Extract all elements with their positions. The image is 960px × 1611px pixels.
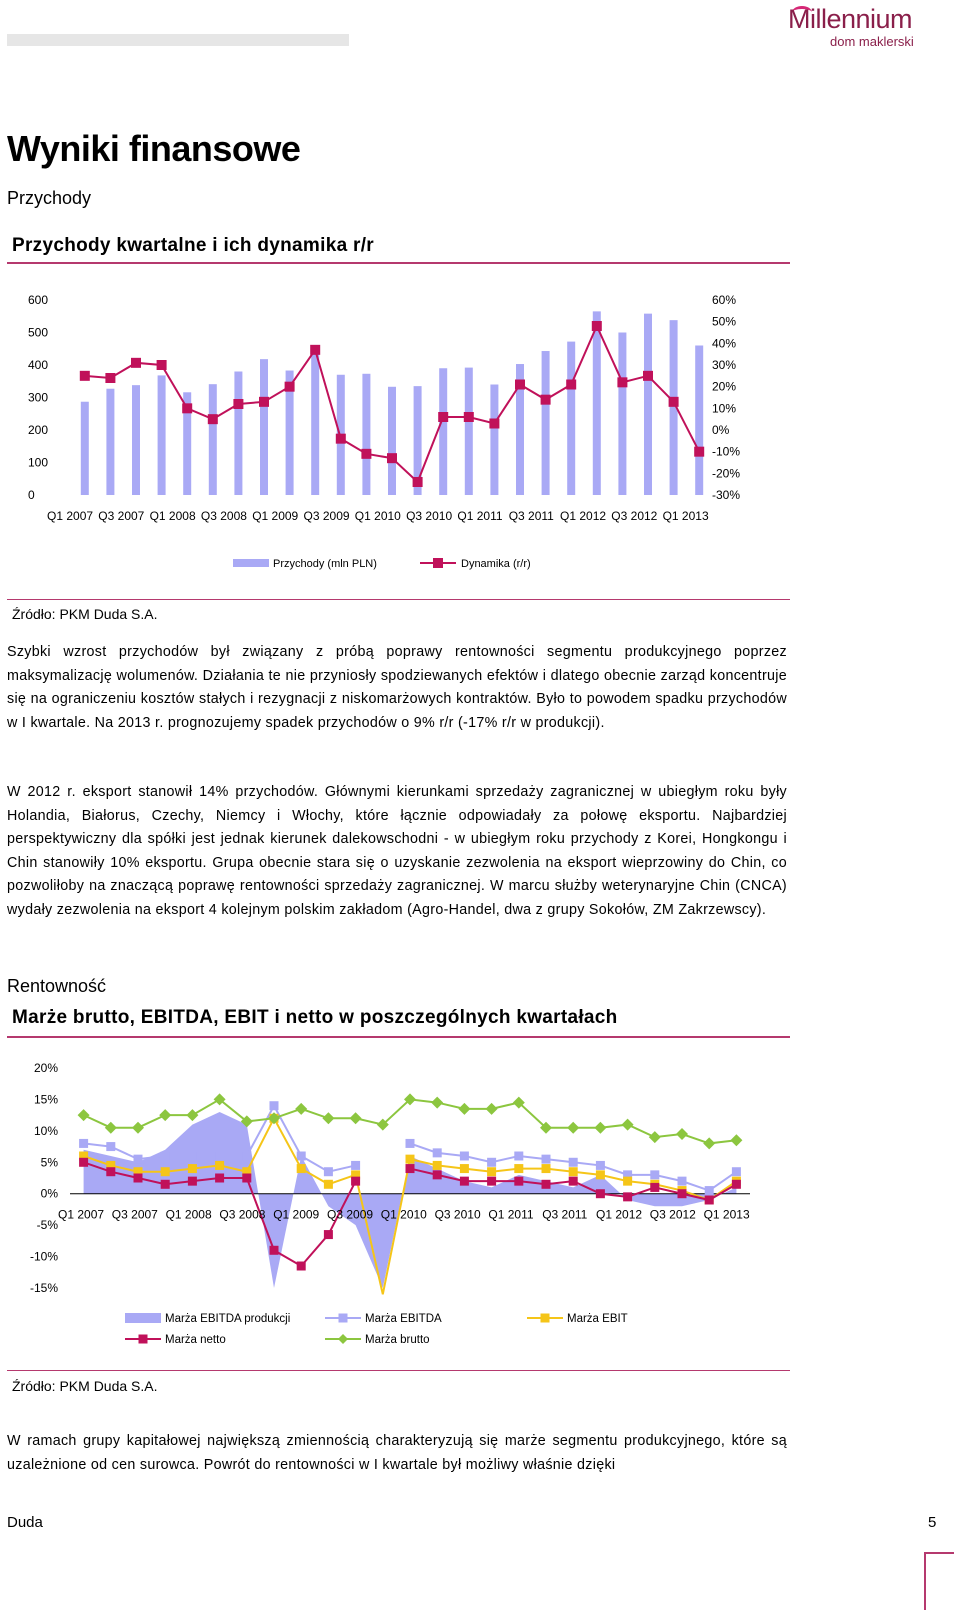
gross-marker [105,1122,117,1134]
revenue-bar [158,375,166,495]
x-tick-label: Q3 2012 [649,1207,696,1222]
ebit-marker [596,1170,605,1179]
x-tick-label: Q1 2010 [354,509,401,523]
revenue-bar [234,372,242,496]
y-right-tick: 10% [712,401,737,416]
chart1-source: Źródło: PKM Duda S.A. [12,606,158,622]
ebit-marker [460,1164,469,1173]
ebit-marker [487,1167,496,1176]
dynamics-marker [285,382,295,392]
legend-marker [541,1314,550,1323]
net-marker [569,1177,578,1186]
dynamics-marker [592,321,602,331]
gross-marker [622,1119,634,1131]
legend-bar-label: Przychody (mln PLN) [273,558,377,570]
legend-bar-swatch [233,559,269,567]
ebitda-marker [542,1155,551,1164]
ebit-marker [324,1180,333,1189]
legend-label: Marża brutto [365,1334,430,1346]
ebitda-marker [270,1101,279,1110]
x-tick-label: Q1 2007 [58,1207,105,1222]
y-right-tick: -20% [712,466,741,481]
divider [7,262,790,264]
ebitda-marker [161,1152,170,1161]
net-marker [650,1183,659,1192]
net-marker [134,1174,143,1183]
ebitda-marker [650,1170,659,1179]
ebitda-marker [242,1152,251,1161]
revenue-bar [567,342,575,495]
ebitda-marker [134,1155,143,1164]
ebit-marker [542,1164,551,1173]
x-tick-label: Q1 2007 [47,509,94,523]
net-marker [487,1177,496,1186]
y-left-tick: 600 [28,293,49,307]
paragraph-profitability: W ramach grupy kapitałowej największą zmiennością charakteryzują się marże segmentu produkcyjnego, które są uzależnione od cen surowca. Powrót do rentowności w I kwartale był możliwy właśnie dzięki [7,1433,787,1473]
ebit-marker [215,1161,224,1170]
dynamics-marker [438,412,448,422]
gross-marker [458,1103,470,1115]
gross-marker [567,1122,579,1134]
revenue-bar [593,311,601,495]
gross-marker [649,1131,661,1143]
ebitda-marker [596,1161,605,1170]
ebit-marker [188,1164,197,1173]
header-bar [7,34,349,46]
x-tick-label: Q3 2011 [542,1207,588,1222]
x-tick-label: Q3 2010 [406,509,453,523]
x-tick-label: Q1 2011 [457,509,503,523]
ebit-marker [161,1167,170,1176]
y-right-tick: 0% [712,423,730,437]
dynamics-marker [694,447,704,457]
ebitda-marker [406,1139,415,1148]
dynamics-marker [464,412,474,422]
net-marker [433,1170,442,1179]
x-tick-label: Q1 2012 [596,1207,643,1222]
gross-marker [186,1109,198,1121]
legend-label: Marża EBITDA produkcji [165,1313,291,1325]
logo-subtext: dom maklerski [830,34,914,49]
net-marker [79,1158,88,1167]
ebitda-marker [705,1186,714,1195]
legend-label: Marża netto [165,1334,226,1346]
ebitda-marker [487,1158,496,1167]
dynamics-marker [387,453,397,463]
ebitda-marker [569,1158,578,1167]
y-right-tick: 20% [712,379,737,394]
footer-accent [924,1552,954,1554]
chart2-title: Marże brutto, EBITDA, EBIT i netto w poszczególnych kwartałach [12,1007,618,1028]
y-right-tick: -10% [712,444,741,459]
y-tick: 10% [33,1123,58,1138]
net-marker [596,1189,605,1198]
net-marker [542,1180,551,1189]
y-left-tick: 100 [28,455,49,470]
ebit-marker [623,1177,632,1186]
gross-marker [594,1122,606,1134]
section-heading-profitability: Rentowność [7,976,107,996]
ebitda-marker [732,1167,741,1176]
ebitda-marker [433,1148,442,1157]
ebit-marker [406,1155,415,1164]
dynamics-marker [336,434,346,444]
x-tick-label: Q1 2013 [662,509,709,523]
dynamics-marker [310,345,320,355]
paragraph-revenue-1: Szybki wzrost przychodów był związany z próbą poprawy rentowności segmentu produkcyjnego poprzez maksymalizację wolumenów. Działania te nie przyniosły spodziewanych efektów i dlatego obecnie zarząd koncentruje się na ograniczeniu kosztów stałych i rezygnacji z niskomarżowych kontraktów. Było to powodem spadku przychodów w I kwartale. Na 2013 r. prognozujemy spadek przychodów o 9% r/r (-17% r/r w produkcji). [7,644,787,731]
y-left-tick: 500 [28,325,49,340]
net-marker [188,1177,197,1186]
gross-marker [486,1103,498,1115]
y-left-tick: 400 [28,358,49,372]
x-tick-label: Q1 2011 [488,1207,534,1222]
gross-marker [676,1128,688,1140]
gross-marker [295,1103,307,1115]
dynamics-marker [361,449,371,459]
revenue-bar [618,333,626,496]
y-left-tick: 0 [28,488,35,502]
chart1-title: Przychody kwartalne i ich dynamika r/r [12,235,374,256]
chart2-source: Źródło: PKM Duda S.A. [12,1378,158,1394]
legend-marker [339,1314,348,1323]
dynamics-marker [259,397,269,407]
net-marker [106,1167,115,1176]
ebit-marker [433,1161,442,1170]
net-marker [732,1180,741,1189]
x-tick-label: Q1 2008 [165,1207,212,1222]
x-tick-label: Q3 2012 [611,509,658,523]
x-tick-label: Q1 2012 [560,509,607,523]
y-tick: -10% [29,1249,58,1264]
dynamics-marker [617,377,627,387]
y-right-tick: 30% [712,358,737,372]
ebitda-marker [514,1152,523,1161]
x-tick-label: Q1 2013 [703,1207,750,1222]
net-marker [406,1164,415,1173]
dynamics-marker [541,395,551,405]
legend-line-label: Dynamika (r/r) [461,558,531,570]
legend-line-marker [433,558,443,568]
dynamics-marker [669,397,679,407]
x-tick-label: Q3 2011 [508,509,554,523]
y-left-tick: 200 [28,423,49,437]
dynamics-marker [515,380,525,390]
net-marker [215,1174,224,1183]
legend-label: Marża EBITDA [365,1313,442,1325]
revenue-bar [490,385,498,496]
dynamics-marker [208,414,218,424]
section-heading-revenue: Przychody [7,188,92,208]
dynamics-marker [131,358,141,368]
ebitda-production-area [84,1112,737,1288]
dynamics-marker [157,360,167,370]
dynamics-marker [413,477,423,487]
net-marker [242,1174,251,1183]
dynamics-marker [182,403,192,413]
gross-marker [730,1134,742,1146]
y-tick: 0% [40,1186,58,1201]
y-tick: -5% [36,1218,58,1233]
ebitda-marker [351,1161,360,1170]
net-marker [270,1246,279,1255]
page-title: Wyniki finansowe [7,128,301,169]
x-tick-label: Q1 2008 [149,509,196,523]
revenue-bar [362,374,370,495]
dynamics-marker [105,373,115,383]
divider [7,599,790,600]
revenue-bar [388,387,396,495]
revenue-bar [260,359,268,495]
gross-marker [431,1097,443,1109]
gross-marker [703,1137,715,1149]
legend-label: Marża EBIT [567,1313,628,1325]
y-tick: 20% [33,1061,58,1075]
net-marker [460,1177,469,1186]
legend-swatch [125,1313,161,1323]
y-tick: 5% [40,1155,58,1170]
ebitda-marker [297,1152,306,1161]
gross-marker [78,1109,90,1121]
revenue-bar [81,402,89,495]
legend-marker [338,1334,348,1344]
net-marker [705,1196,714,1205]
ebit-marker [514,1164,523,1173]
dynamics-marker [643,371,653,381]
footer-page-number: 5 [928,1514,937,1531]
ebitda-marker [460,1152,469,1161]
logo-text: Millennium [788,4,913,34]
revenue-bar [465,368,473,495]
x-tick-label: Q1 2009 [252,509,299,523]
x-tick-label: Q3 2007 [111,1207,158,1222]
x-tick-label: Q3 2009 [327,1207,374,1222]
dynamics-marker [80,371,90,381]
ebitda-marker [215,1152,224,1161]
divider [7,1036,790,1038]
x-tick-label: Q3 2009 [303,509,350,523]
net-marker [514,1177,523,1186]
revenue-bar [695,346,703,496]
y-right-tick: 40% [712,336,737,351]
net-marker [678,1189,687,1198]
y-tick: 15% [33,1092,58,1107]
x-tick-label: Q3 2007 [98,509,145,523]
y-tick: -15% [29,1281,58,1295]
ebitda-marker [188,1152,197,1161]
net-marker [297,1262,306,1271]
net-marker [351,1177,360,1186]
net-marker [324,1230,333,1239]
divider [7,1370,790,1371]
gross-marker [350,1112,362,1124]
net-marker [161,1180,170,1189]
gross-marker [132,1122,144,1134]
revenue-bar [542,351,550,495]
y-right-tick: 50% [712,314,737,329]
footer-company: Duda [7,1514,43,1531]
dynamics-marker [233,399,243,409]
y-right-tick: -30% [712,488,741,502]
ebit-marker [297,1164,306,1173]
dynamics-marker [566,380,576,390]
revenue-bar [106,389,114,495]
margins-chart [0,1050,800,1370]
dynamics-marker [489,419,499,429]
x-tick-label: Q1 2009 [273,1207,320,1222]
revenue-chart [0,285,800,585]
x-tick-label: Q1 2010 [380,1207,427,1222]
y-left-tick: 300 [28,390,49,405]
ebitda-marker [106,1142,115,1151]
ebitda-marker [324,1167,333,1176]
revenue-bar [439,368,447,495]
revenue-bar [644,314,652,495]
millennium-logo [788,4,938,49]
x-tick-label: Q3 2008 [219,1207,266,1222]
ebit-marker [569,1167,578,1176]
footer-accent-vertical [924,1552,926,1610]
gross-marker [159,1109,171,1121]
y-right-tick: 60% [712,293,737,307]
x-tick-label: Q3 2010 [434,1207,481,1222]
ebitda-marker [678,1177,687,1186]
legend-marker [139,1335,148,1344]
paragraph-revenue-2: W 2012 r. eksport stanowił 14% przychodów. Głównymi kierunkami sprzedaży zagranicznej w ubiegłym roku były Holandia, Białorus, Czechy, Niemcy i Włochy, które łącznie odpowiadały za połowę eksportu. Najbardziej perspektywiczny dla spółki jest jednak kierunek dalekowschodni - w ubiegłym roku przychody z Korei, Hongkongu i Chin stanowiły 10% eksportu. Grupa obecnie stara się o uzyskanie zezwolenia na eksport wieprzowiny do Chin, co pozwoliłoby na znaczącą poprawę rentowności sprzedaży zagranicznej. W marcu służby weterynaryjne Chin (CNCA) wydały zezwolenia na eksport 4 kolejnym polskim zakładom (Agro-Handel, dwa z grupy Sokołów, ZM Zakrzewscy). [7,784,787,918]
x-tick-label: Q3 2008 [200,509,247,523]
gross-marker [322,1112,334,1124]
net-marker [623,1192,632,1201]
revenue-bar [311,351,319,495]
revenue-bar [209,384,217,495]
ebitda-marker [79,1139,88,1148]
revenue-bar [132,385,140,495]
